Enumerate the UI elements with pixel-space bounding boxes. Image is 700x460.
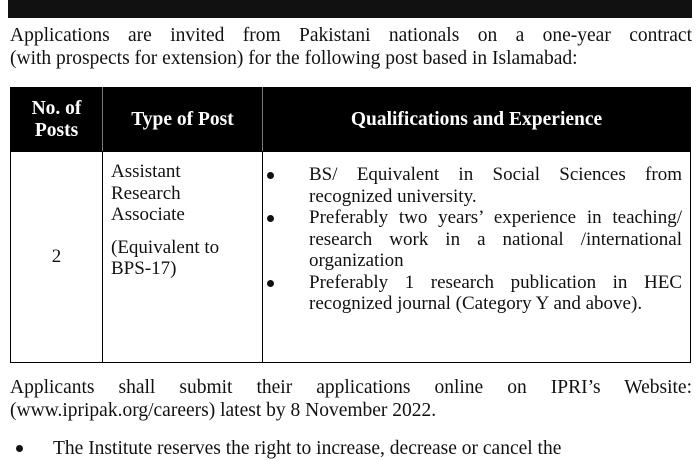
application-instructions — [10, 376, 692, 422]
qualifications-cell — [263, 152, 691, 363]
table-row — [11, 152, 691, 363]
post-equivalent-grade: (Equivalent to BPS-17) — [111, 236, 220, 279]
post-count-cell — [11, 152, 103, 363]
header-qualifications — [263, 88, 691, 152]
qualification-text: BS/ Equivalent in Social Sciences from recognized university. — [309, 164, 682, 207]
intro-line-1: Applications are invited from Pakistani nationals on a one-year contract — [10, 25, 692, 46]
instructions-line-2: (www.ipripak.org/careers) latest by 8 November 2022. — [10, 400, 437, 421]
note-item — [10, 437, 692, 460]
qualification-text: Preferably 1 research publication in HEC recognized journal (Category Y and above). — [309, 271, 682, 314]
bullet-icon — [267, 280, 274, 287]
header-type-of-post-label: Type of Post — [131, 108, 234, 130]
instructions-line-1: Applicants shall submit their applications online on IPRI’s Website: — [10, 377, 692, 398]
header-bar — [8, 0, 692, 18]
note-text: The Institute reserves the right to increase, decrease or cancel the — [53, 438, 562, 459]
list-item — [263, 272, 682, 315]
post-count: 2 — [51, 246, 62, 268]
intro-line-2: (with prospects for extension) for the following post based in Islamabad: — [10, 48, 578, 69]
bullet-icon — [267, 172, 274, 179]
qualifications-list — [263, 164, 690, 315]
header-qualifications-label: Qualifications and Experience — [350, 108, 603, 130]
header-no-of-posts-label: No. of Posts — [31, 97, 82, 141]
bullet-icon — [16, 445, 23, 452]
posts-table — [10, 87, 691, 363]
list-item — [263, 207, 682, 272]
qualification-text: Preferably two years’ experience in teaching/ research work in a national /international organization — [309, 207, 682, 271]
header-no-of-posts — [11, 88, 103, 152]
list-item — [263, 164, 682, 207]
intro-paragraph — [10, 24, 692, 70]
post-type-name: Assistant Research Associate — [111, 161, 185, 225]
post-type-cell — [103, 152, 263, 363]
header-type-of-post — [103, 88, 263, 152]
bullet-icon — [267, 215, 274, 222]
table-header-row — [11, 88, 691, 152]
